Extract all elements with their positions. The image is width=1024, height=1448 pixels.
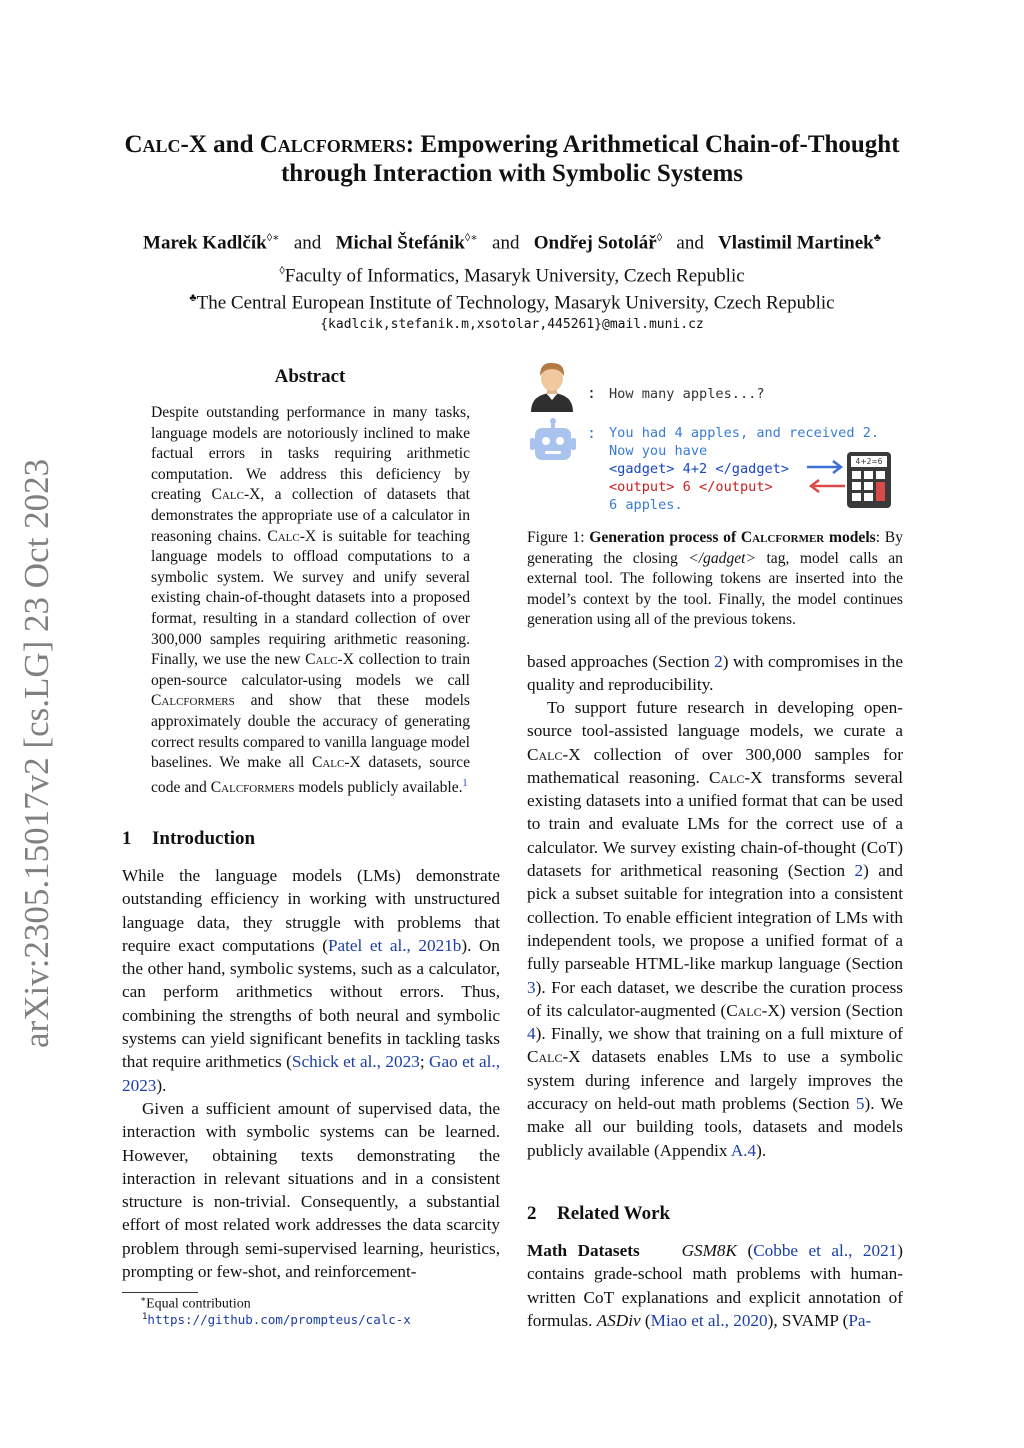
affiliation-mark: ◊	[279, 265, 285, 277]
caption-segment: tag, model calls an external tool. The following tokens are inserted into the model’s context by the tool. Finally, the model continues generation using all of the previous tokens.	[527, 549, 903, 629]
title-calcformers: Calcformers	[259, 131, 406, 158]
section-title: Related Work	[557, 1203, 671, 1224]
model-answer-line: You had 4 apples, and received 2.	[609, 425, 880, 441]
gadget-call-line: <gadget> 4+2 </gadget>	[609, 461, 790, 477]
calcformers-name: Calcformers	[151, 692, 235, 710]
footnote-text: Equal contribution	[146, 1296, 251, 1312]
author-name: Marek Kadlčík	[143, 232, 267, 254]
calculator-display: 4+2=6	[855, 457, 883, 466]
robot-model-icon	[529, 418, 577, 464]
caption-bold	[589, 529, 875, 546]
calc-name: Calc	[726, 1000, 762, 1020]
section-ref-link[interactable]: 2	[714, 652, 723, 671]
caption-segment: : By generating the closing	[527, 529, 903, 567]
text-segment: -X collection of over 300,000 samples for mathematical reasoning.	[527, 744, 903, 787]
dataset-name: ASDiv	[596, 1310, 641, 1330]
section-heading-related-work	[527, 1203, 670, 1225]
text-segment: ) with compromises in the quality and reproducibility.	[527, 652, 903, 695]
citation-link[interactable]: Patel et al., 2021b	[327, 935, 462, 955]
intro-paragraph	[122, 864, 500, 1097]
affiliation	[100, 259, 924, 288]
figure-generation-process	[527, 360, 907, 520]
calc-name: Calc	[211, 486, 244, 504]
user-avatar-icon	[527, 360, 577, 412]
related-work-paragraph	[527, 1239, 903, 1332]
section-heading-introduction	[122, 828, 255, 850]
abstract-segment: Despite outstanding performance in many tasks, language models are notoriously inclined to make factual errors in tasks requiring arithmetic computation. We address this deficiency by creating	[151, 404, 470, 504]
tool-call-arrows-icon	[805, 460, 847, 496]
caption-tag: </gadget>	[688, 549, 757, 567]
citation-link[interactable]: Cobbe et al., 2021	[753, 1241, 898, 1260]
author-name: Vlastimil Martinek	[718, 232, 874, 254]
calc-name: Calc	[305, 651, 338, 669]
author-name: Michal Štefánik	[335, 232, 465, 254]
title-calcx-suffix: -X and	[180, 131, 260, 158]
body-paragraph	[527, 650, 903, 697]
appendix-ref-link[interactable]: A.4	[730, 1140, 757, 1160]
section-ref-link[interactable]: 4	[527, 1024, 536, 1044]
calculator-icon	[847, 452, 891, 508]
text-segment: based approaches (Section	[527, 652, 715, 671]
calc-name: Calc	[527, 744, 563, 764]
text-segment: ). On the other hand, symbolic systems, such as a calculator, can perform arithmetics without errors. Thus, combining the strengths of both neural and symbolic systems can yield significant benefits in tackling tasks that require arithmetics (	[122, 935, 500, 1072]
title-calcx: Calc	[124, 131, 181, 158]
body-paragraph	[527, 696, 903, 1162]
footnote	[140, 1294, 251, 1313]
affiliation-text: Faculty of Informatics, Masaryk University, Czech Republic	[284, 265, 745, 287]
author-marks: ♣	[873, 232, 881, 244]
section-ref-link[interactable]: 2	[854, 861, 864, 881]
text-segment: ) and pick a subset suitable for integration into a consistent collection. To enable efficient integration of LMs with independent tools, we propose a unified format of a fully parseable HTML-like markup language (Section	[527, 861, 904, 974]
speaker-separator: :	[587, 384, 597, 402]
text-segment: ), SVAMP (	[767, 1310, 849, 1330]
citation-link[interactable]: Miao et al., 2020	[650, 1310, 768, 1330]
abstract-segment: and show that these models approximately double the accuracy of generating correct results compared to vanilla language model baselines. We make all	[151, 692, 470, 772]
intro-paragraph: Given a sufficient amount of supervised data, the interaction with symbolic systems can be learned. However, obtaining texts demonstrating the interaction in relevant situations and in a consistent structure is non-trivial. Consequently, a substantial effort of most related work addresses the data scarcity problem through semi-supervised learning, heuristics, prompting or few-shot, and reinforcement-	[122, 1099, 500, 1282]
abstract-segment: -X datasets, source code and	[151, 754, 470, 796]
text-segment: -X transforms several existing datasets into a unified format that can be used to train and evaluate LMs for the correct use of a calculator. We survey existing chain-of-thought (CoT) datasets for arithmetical reasoning (Section	[527, 767, 903, 881]
citation-link[interactable]: Gao et al., 2023	[122, 1052, 500, 1095]
author-name: Ondřej Sotolář	[533, 232, 657, 254]
abstract-segment: models publicly available.	[294, 778, 463, 796]
calc-name: Calc	[527, 1047, 563, 1067]
model-answer-line: 6 apples.	[609, 497, 683, 513]
text-segment: ).	[756, 1140, 767, 1160]
text-segment: While the language models (LMs) demonstrate outstanding efficiency in working with unstructured language data, they struggle with problems that require exact computations (	[122, 866, 500, 955]
caption-label: Figure 1:	[527, 529, 590, 546]
text-segment: (	[640, 1310, 651, 1330]
section-number: 1	[122, 828, 132, 849]
text-segment: -X datasets enables LMs to use a symbolic system during inference and largely improves the accuracy on held-out math problems (Section	[527, 1047, 903, 1114]
section-number: 2	[527, 1203, 537, 1224]
footnote-mark: ∗	[140, 1294, 147, 1304]
author-separator: and	[293, 232, 322, 254]
user-question: How many apples...?	[609, 386, 765, 402]
text-segment: (	[736, 1241, 754, 1260]
text-segment: ). For each dataset, we describe the curation process of its calculator-augmented (	[527, 977, 903, 1020]
text-segment: ). We make all our building tools, datasets and models publicly available (Appendix	[527, 1094, 903, 1160]
abstract-segment: -X, a collection of datasets that demonstrates the appropriate use of a calculator in reasoning chains.	[151, 486, 470, 545]
section-title: Introduction	[152, 828, 256, 849]
footnote-mark: 1	[142, 1312, 148, 1322]
paper-title	[110, 130, 914, 188]
calc-name: Calc	[311, 754, 345, 772]
text-segment: ;	[419, 1052, 430, 1072]
text-segment: ) contains grade-school math problems with human-written CoT explanations and explicit annotation of formulas.	[527, 1241, 904, 1330]
citation-link[interactable]: Pa-	[848, 1310, 872, 1330]
author-separator: and	[676, 232, 704, 254]
text-segment: -X) version (Section	[761, 1000, 903, 1020]
calc-name: Calc	[267, 527, 300, 545]
caption-bold-segment: Generation process of	[589, 529, 741, 546]
author-marks: ◊∗	[266, 232, 280, 244]
arxiv-identifier-stamp: arXiv:2305.15017v2 [cs.LG] 23 Oct 2023	[17, 458, 56, 1048]
model-answer-line: Now you have	[609, 443, 708, 459]
affiliation-mark: ♣	[189, 292, 197, 304]
section-ref-link[interactable]: 5	[855, 1094, 865, 1114]
calc-name: Calc	[708, 767, 745, 787]
abstract-segment: -X is suitable for teaching language models to offload computations to a symbolic system. We survey and unify several existing chain-of-thought datasets into a proposed format, resulting in a standard collection of over 300,000 samples requiring arithmetic reasoning. Finally, we use the new	[151, 527, 471, 669]
footnote-ref[interactable]: 1	[462, 777, 468, 789]
footnote-divider	[122, 1292, 198, 1293]
figure-caption	[527, 528, 903, 631]
caption-bold-segment: models	[824, 529, 876, 546]
section-ref-link[interactable]: 3	[527, 977, 536, 997]
calcformer-name: Calcformer	[740, 529, 825, 546]
affiliation	[100, 286, 924, 315]
calcformers-name: Calcformers	[210, 778, 295, 796]
text-segment: ).	[156, 1075, 167, 1095]
title-line2: through Interaction with Symbolic Systems	[280, 160, 744, 187]
title-line1-rest: : Empowering Arithmetical Chain-of-Thought	[405, 131, 900, 158]
abstract-segment: -X collection to train open-source calculator-using models we call	[151, 651, 471, 689]
author-marks: ◊∗	[464, 232, 478, 244]
dataset-name: GSM8K	[681, 1241, 737, 1260]
affiliation-text: The Central European Institute of Technology, Masaryk University, Czech Republic	[196, 292, 835, 314]
author-separator: and	[492, 232, 520, 254]
paragraph-lead: Math Datasets	[527, 1241, 640, 1260]
abstract-heading: Abstract	[274, 366, 346, 387]
text-segment: ). Finally, we show that training on a full mixture of	[535, 1024, 903, 1044]
gadget-output-line: <output> 6 </output>	[609, 479, 773, 495]
abstract-text	[151, 403, 470, 798]
footnote-url-link[interactable]: https://github.com/prompteus/calc-x	[147, 1312, 411, 1328]
text-segment: To support future research in developing open-source tool-assisted language models, we curate a	[527, 698, 903, 741]
footnote	[142, 1312, 411, 1327]
speaker-separator: :	[587, 424, 597, 442]
author-emails: {kadlcik,stefanik.m,xsotolar,445261}@mail.muni.cz	[320, 317, 704, 332]
author-marks: ◊	[656, 232, 663, 244]
citation-link[interactable]: Schick et al., 2023	[291, 1052, 420, 1072]
author-list	[100, 226, 924, 255]
